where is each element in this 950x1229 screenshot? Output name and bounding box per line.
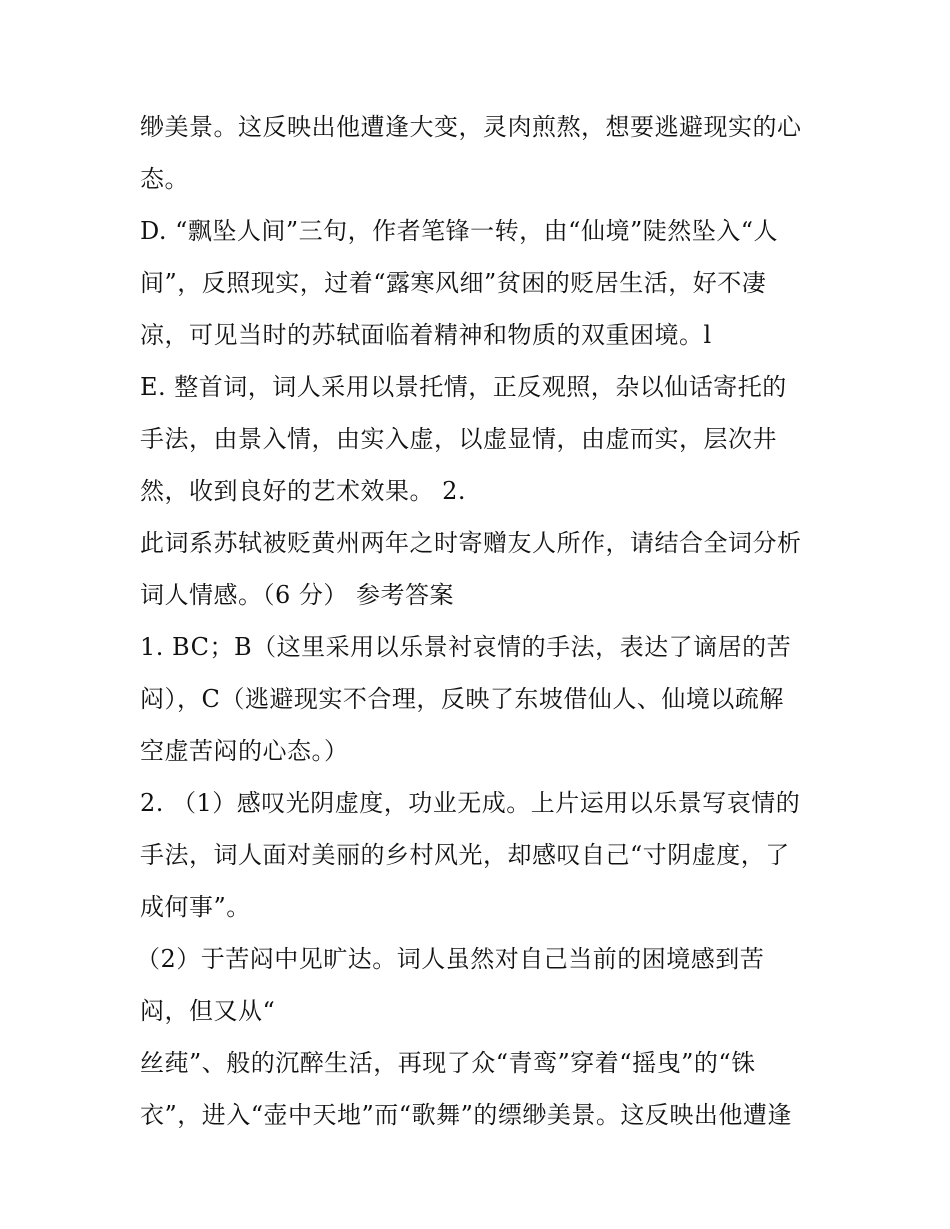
text-line: 闷，但又从“ <box>140 997 276 1025</box>
text-line: E. 整首词，词人采用以景托情，正反观照，杂以仙话寄托的 <box>140 373 787 401</box>
text-line: 然，收到良好的艺术效果。 2. <box>140 477 467 505</box>
text-line: 衣”，进入“壶中天地”而“歌舞”的缥缈美景。这反映出他遭逢 <box>140 1101 792 1129</box>
text-line: 词人情感。（6 分） 参考答案 <box>140 581 455 609</box>
text-line: 闷），C（逃避现实不合理，反映了东坡借仙人、仙境以疏解 <box>140 685 784 713</box>
text-line: 1. BC；B（这里采用以乐景衬哀情的手法，表达了谪居的苦 <box>140 633 792 661</box>
text-line: 此词系苏轼被贬黄州两年之时寄赠友人所作，请结合全词分析 <box>140 529 802 557</box>
text-line: 丝莼”、般的沉醉生活，再现了众“青鸾”穿着“摇曳”的“铢 <box>140 1049 756 1077</box>
text-line: 手法，由景入情，由实入虚，以虚显情，由虚而实，层次井 <box>140 425 777 453</box>
text-line: 间”，反照现实，过着“露寒风细”贫困的贬居生活，好不凄 <box>140 269 767 297</box>
text-line: 态。 <box>140 165 189 193</box>
text-line: 凉，可见当时的苏轼面临着精神和物质的双重困境。l <box>140 321 712 349</box>
text-line: D. “飘坠人间”三句，作者笔锋一转，由“仙境”陡然坠入“人 <box>140 217 778 245</box>
text-line: 手法，词人面对美丽的乡村风光，却感叹自己“寸阴虚度，了 <box>140 841 790 869</box>
text-line: 空虚苦闷的心态。） <box>140 737 349 765</box>
text-line: （2）于苦闷中见旷达。词人虽然对自己当前的困境感到苦 <box>136 945 765 973</box>
text-line: 成何事”。 <box>140 893 251 921</box>
text-line: 缈美景。这反映出他遭逢大变，灵肉煎熬，想要逃避现实的心 <box>140 113 802 141</box>
text-line: 2. （1）感叹光阴虚度，功业无成。上片运用以乐景写哀情的 <box>140 789 801 817</box>
